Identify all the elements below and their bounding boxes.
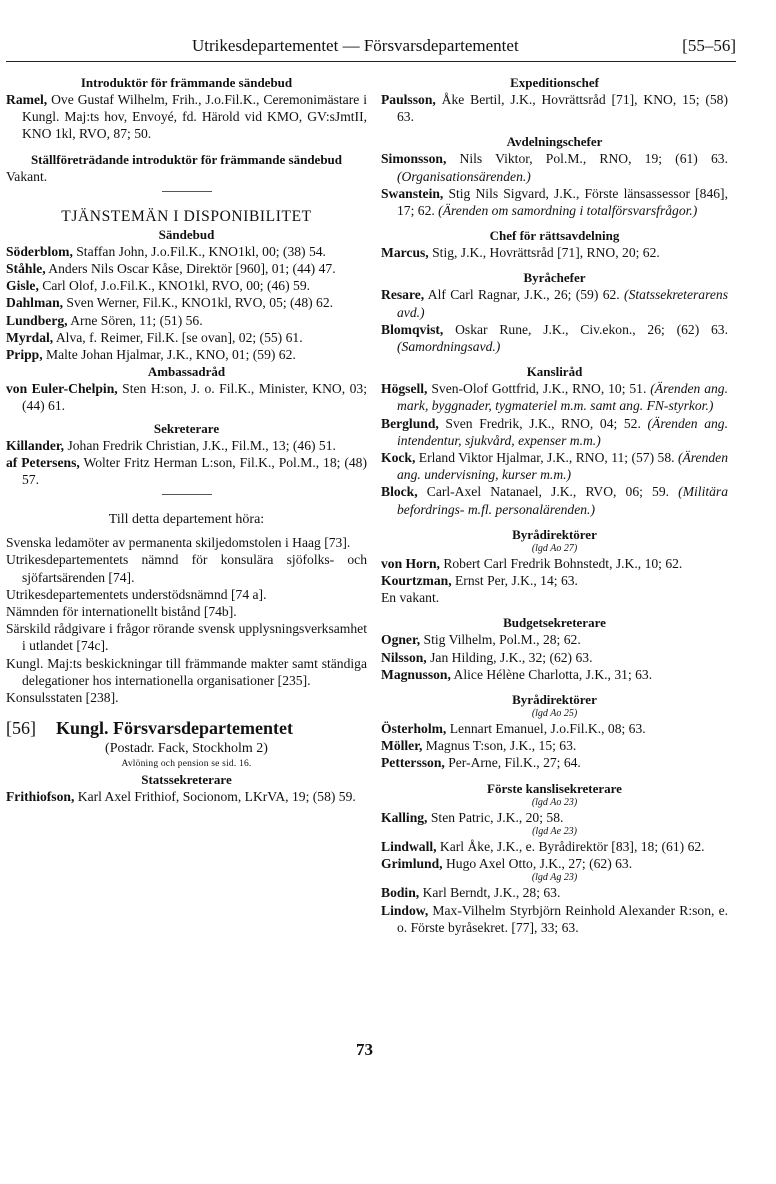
entry-stahle <box>6 260 367 277</box>
entry-lindwall <box>381 838 728 855</box>
header-title: Utrikesdepartementet — Försvarsdepartementet <box>192 36 519 55</box>
entry-text: Sten Patric, J.K., 20; 58. <box>427 809 564 825</box>
entry-name: Pripp, <box>6 347 43 363</box>
entry-text: Per-Arne, Fil.K., 27; 64. <box>444 755 581 771</box>
entry-euler <box>6 380 367 414</box>
section-heading-forsvarsdepartementet <box>6 716 367 740</box>
entry-text: Erland Viktor Hjalmar, J.K., RNO, 11; (57) 58. <box>415 450 675 466</box>
entry-name: Killander, <box>6 437 65 453</box>
entry-killander <box>6 437 367 454</box>
entry-pettersson <box>381 754 728 771</box>
entry-name: Berglund, <box>381 415 439 431</box>
entry-text: Ove Gustaf Wilhelm, Frih., J.o.Fil.K., Ceremonimästare i Kungl. Maj:ts hov, Envoyé, fd. Härold vid KMO, GV:sJmtII, KNO 1kl, RVO, 87; 50. <box>22 92 367 142</box>
section-number: [56] <box>6 718 36 739</box>
entry-text: Karl Åke, J.K., e. Byrådirektör [83], 18; (61) 62. <box>436 838 705 854</box>
entry-name: Grimlund, <box>381 856 443 872</box>
entry-text: Malte Johan Hjalmar, J.K., KNO, 01; (59) 62. <box>42 347 296 363</box>
entry-name: von Horn, <box>381 555 440 571</box>
entry-name: Ramel, <box>6 92 48 107</box>
entry-note: (Ärenden om samordning i totalförsvarsfrågor.) <box>438 203 698 219</box>
page-number: 73 <box>356 1040 373 1059</box>
grade-label: (lgd Ao 25) <box>531 708 578 720</box>
heading-expeditionschef: Expeditionschef <box>510 75 599 90</box>
separator <box>162 494 212 495</box>
entry-note: (Militära befordrings- m.fl. personalärenden.) <box>397 484 729 517</box>
entry-frithiofson <box>6 788 367 805</box>
entry-name: Kourtzman, <box>381 573 452 589</box>
entry-text: Hugo Axel Otto, J.K., 27; (62) 63. <box>442 856 633 872</box>
entry-text: Max-Vilhelm Styrbjörn Reinhold Alexander R:son, e. o. Förste byråsekret. [77], 33; 63. <box>397 902 728 935</box>
entry-text: Karl Axel Frithiof, Socionom, LKrVA, 19; (58) 59. <box>74 789 356 805</box>
entry-text: Sten H:son, J. o. Fil.K., Minister, KNO, 03; (44) 61. <box>22 381 367 414</box>
entry-name: Lindow, <box>381 902 429 918</box>
entry-text: Ernst Per, J.K., 14; 63. <box>451 573 578 589</box>
entry-hogsell <box>381 380 728 414</box>
entry-name: Magnusson, <box>381 666 451 682</box>
entry-lundberg <box>6 312 367 329</box>
heading-byradirektorer: Byrådirektörer <box>512 526 597 542</box>
entry-text: Johan Fredrik Christian, J.K., Fil.M., 13; (46) 51. <box>64 437 336 453</box>
list-item: Utrikesdepartementets nämnd för konsulära sjöfolks- och sjöfartsärenden [74]. <box>6 552 367 585</box>
heading-sandebud: Sändebud <box>158 226 215 242</box>
entry-text: Sven-Olof Gottfrid, J.K., RNO, 10; 51. <box>427 381 647 397</box>
entry-name: Marcus, <box>381 245 429 261</box>
separator <box>162 191 212 192</box>
entry-kock <box>381 449 728 483</box>
entry-text: Karl Berndt, J.K., 28; 63. <box>419 885 561 901</box>
entry-text: Stig Vilhelm, Pol.M., 28; 62. <box>420 632 581 648</box>
list-item: Utrikesdepartementets understödsnämnd [74 a]. <box>6 586 267 602</box>
entry-text: Alf Carl Ragnar, J.K., 26; (59) 62. <box>424 287 620 303</box>
list-item: Konsulsstaten [238]. <box>6 690 119 706</box>
entry-name: Söderblom, <box>6 243 73 259</box>
entry-name: Kock, <box>381 450 416 466</box>
heading-byrachefer: Byråchefer <box>523 270 586 286</box>
entry-text: Robert Carl Fredrik Bohnstedt, J.K., 10; 62. <box>439 555 683 571</box>
entry-text: Stig, J.K., Hovrättsråd [71], RNO, 20; 62. <box>428 245 660 261</box>
entry-text: Alice Hélène Charlotta, J.K., 31; 63. <box>450 666 653 682</box>
entry-name: Lundberg, <box>6 312 68 328</box>
entry-name: Nilsson, <box>381 649 427 665</box>
entry-text: Alva, f. Reimer, Fil.K. [se ovan], 02; (55) 61. <box>53 329 303 345</box>
entry-text: Stig Nils Sigvard, J.K., Förste länsassessor [846], 17; 62. <box>397 185 728 219</box>
entry-name: Ståhle, <box>6 261 46 277</box>
entry-name: Pettersson, <box>381 755 445 771</box>
entry-swanstein <box>381 185 728 219</box>
heading-statssekreterare: Statssekreterare <box>141 772 232 788</box>
entry-name: af Petersens, <box>6 454 80 470</box>
list-item: Svenska ledamöter av permanenta skiljedomstolen i Haag [73]. <box>6 535 351 551</box>
entry-note: (Samordningsavd.) <box>397 339 501 355</box>
heading-stallforetradande: Ställföreträdande introduktör för främmande sändebud <box>30 151 343 167</box>
entry-name: Frithiofson, <box>6 789 75 805</box>
entry-marcus <box>381 244 728 261</box>
heading-forste-kanslisekreterare: Förste kanslisekreterare <box>487 780 622 796</box>
entry-name: Resare, <box>381 287 425 303</box>
heading-kanslirad: Kansliråd <box>526 364 583 380</box>
running-header <box>0 36 776 62</box>
entry-resare <box>381 286 728 320</box>
entry-kalling <box>381 809 728 826</box>
entry-text: Lennart Emanuel, J.o.Fil.K., 08; 63. <box>446 721 646 737</box>
grade-label: (lgd Ae 23) <box>532 825 577 837</box>
entry-text: Carl-Axel Natanael, J.K., RVO, 06; 59. <box>417 484 670 500</box>
entry-dahlman <box>6 294 367 311</box>
entry-bodin <box>381 884 728 901</box>
entry-name: Swanstein, <box>381 185 444 201</box>
entry-name: Myrdal, <box>6 329 54 345</box>
left-column <box>6 74 367 805</box>
entry-blomqvist <box>381 321 728 355</box>
entry-grimlund <box>381 855 728 872</box>
entry-name: Kalling, <box>381 809 428 825</box>
entry-pripp <box>6 346 367 363</box>
entry-note: (Ärenden ang. undervisning, kurser m.m.) <box>397 450 729 483</box>
grade-label: (lgd Ao 27) <box>531 542 578 554</box>
header-rule <box>6 61 736 62</box>
entry-horn <box>381 555 728 572</box>
entry-en-vakant: En vakant. <box>381 590 440 606</box>
postal-address: (Postadr. Fack, Stockholm 2) <box>105 741 268 757</box>
entry-name: von Euler-Chelpin, <box>6 381 118 397</box>
entry-text: Oskar Rune, J.K., Civ.ekon., 26; (62) 63. <box>443 321 728 337</box>
entry-name: Paulsson, <box>381 92 436 107</box>
entry-name: Österholm, <box>381 721 447 737</box>
entry-note: (Statssekreterarens avd.) <box>397 287 728 320</box>
entry-text: Wolter Fritz Herman L:son, Fil.K., Pol.M., 18; (48) 57. <box>22 454 367 488</box>
entry-petersens <box>6 454 367 488</box>
entry-vakant: Vakant. <box>6 168 48 184</box>
entry-text: Staffan John, J.o.Fil.K., KNO1kl, 00; (38) 54. <box>72 243 326 259</box>
entry-name: Högsell, <box>381 381 428 397</box>
entry-name: Bodin, <box>381 885 420 901</box>
grade-label: (lgd Ao 23) <box>531 796 578 808</box>
entry-berglund <box>381 415 728 449</box>
entry-magnusson <box>381 666 728 683</box>
entry-paulsson <box>381 91 728 125</box>
entry-name: Ogner, <box>381 632 421 648</box>
list-item: Särskild rådgivare i frågor rörande svensk upplysningsverksamhet i utlandet [74c]. <box>6 621 367 654</box>
grade-label: (lgd Ag 23) <box>531 872 578 884</box>
entry-name: Block, <box>381 484 418 500</box>
entry-osterholm <box>381 720 728 737</box>
entry-text: Magnus T:son, J.K., 15; 63. <box>422 738 577 754</box>
entry-name: Blomqvist, <box>381 321 444 337</box>
heading-avdelningschefer: Avdelningschefer <box>506 134 603 150</box>
entry-kourtzman <box>381 572 728 589</box>
entry-name: Möller, <box>381 738 423 754</box>
entry-note: (Ärenden ang. mark, byggnader, tygmateriel m.m. samt ang. FN-styrkor.) <box>397 381 728 414</box>
entry-name: Dahlman, <box>6 295 64 311</box>
entry-name: Simonsson, <box>381 151 447 167</box>
entry-name: Lindwall, <box>381 838 437 854</box>
entry-text: Nils Viktor, Pol.M., RNO, 19; (61) 63. <box>446 151 728 167</box>
entry-myrdal <box>6 329 367 346</box>
entry-nilsson <box>381 649 728 666</box>
entry-soderblom <box>6 243 367 260</box>
entry-text: Sven Fredrik, J.K., RNO, 04; 52. <box>438 415 641 431</box>
entry-lindow <box>381 902 728 936</box>
list-item: Kungl. Maj:ts beskickningar till främmande makter samt ständiga delegationer hos internationella organisationer [235]. <box>6 655 367 688</box>
entry-text: Åke Bertil, J.K., Hovrättsråd [71], KNO, 15; (58) 63. <box>397 92 728 125</box>
entry-block <box>381 483 728 517</box>
heading-sekreterare: Sekreterare <box>153 420 220 436</box>
entry-moller <box>381 737 728 754</box>
entry-note: (Ärenden ang. intendentur, sjukvård, expenser m.m.) <box>397 415 728 448</box>
entry-gisle <box>6 277 367 294</box>
heading-tjanstemän-disponibilitet: TJÄNSTEMÄN I DISPONIBILITET <box>61 207 312 225</box>
entry-text: Sven Werner, Fil.K., KNO1kl, RVO, 05; (48) 62. <box>63 295 334 311</box>
list-item: Nämnden för internationellt bistånd [74b]. <box>6 604 237 620</box>
till-detta-label: Till detta departement höra: <box>108 512 265 528</box>
header-page-range: [55–56] <box>682 36 736 55</box>
heading-introduktor: Introduktör för främmande sändebud <box>80 75 293 90</box>
avloning-note: Avlöning och pension se sid. 16. <box>121 759 252 770</box>
entry-name: Gisle, <box>6 278 39 294</box>
right-column <box>381 74 728 936</box>
entry-simonsson <box>381 150 728 184</box>
entry-text: Anders Nils Oscar Kåse, Direktör [960], 01; (44) 47. <box>45 261 336 277</box>
entry-text: Arne Sören, 11; (51) 56. <box>67 312 203 328</box>
heading-byradirektorer-2: Byrådirektörer <box>512 692 597 708</box>
entry-note: (Organisationsärenden.) <box>397 168 531 184</box>
entry-ogner <box>381 631 728 648</box>
entry-ramel <box>6 91 367 143</box>
section-title: Kungl. Försvarsdepartementet <box>56 718 293 739</box>
heading-budgetsekreterare: Budgetsekreterare <box>503 615 606 631</box>
heading-chef-rattsavdelning: Chef för rättsavdelning <box>489 228 620 244</box>
heading-ambassadrad: Ambassadråd <box>147 364 226 380</box>
entry-text: Jan Hilding, J.K., 32; (62) 63. <box>426 649 593 665</box>
entry-text: Carl Olof, J.o.Fil.K., KNO1kl, RVO, 00; (46) 59. <box>38 278 311 294</box>
